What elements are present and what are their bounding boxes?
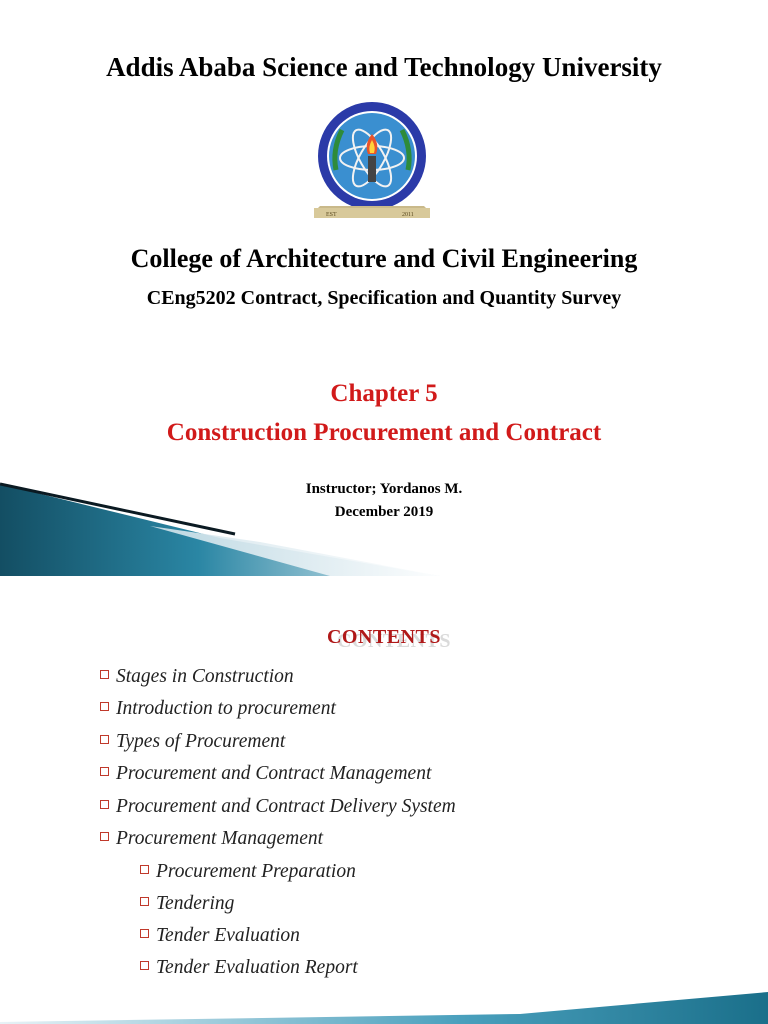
decorative-swoosh [0, 480, 768, 576]
square-bullet-icon [100, 670, 109, 679]
list-item-sub [140, 893, 234, 915]
list-item-label: Tender Evaluation Report [156, 957, 358, 978]
list-item-label: Tendering [156, 893, 235, 914]
list-item-sub [140, 861, 356, 883]
list-item [100, 763, 431, 785]
list-item-label: Procurement Preparation [156, 861, 356, 882]
course-title: CEng5202 Contract, Specification and Quantity Survey [146, 287, 622, 309]
date-line: December 2019 [334, 504, 434, 520]
list-item-label: Procurement and Contract Management [116, 763, 432, 784]
square-bullet-icon [100, 832, 109, 841]
list-item-label: Tender Evaluation [156, 925, 300, 946]
list-item-label: Procurement Management [116, 828, 324, 849]
square-bullet-icon [100, 767, 109, 776]
contents-heading: CONTENTS [326, 626, 442, 648]
square-bullet-icon [100, 800, 109, 809]
list-item-sub [140, 957, 358, 979]
chapter-title: Construction Procurement and Contract [166, 419, 602, 446]
list-item-label: Types of Procurement [116, 731, 286, 752]
slide-separator [0, 576, 768, 588]
seal-est-left: EST [326, 212, 337, 218]
list-item [100, 796, 456, 818]
square-bullet-icon [140, 897, 149, 906]
list-item [100, 731, 285, 753]
square-bullet-icon [100, 702, 109, 711]
list-item-label: Introduction to procurement [116, 698, 336, 719]
university-title: Addis Ababa Science and Technology University [106, 52, 662, 82]
chapter-number: Chapter 5 [330, 380, 438, 407]
decorative-swoosh-bottom [0, 992, 768, 1024]
square-bullet-icon [140, 865, 149, 874]
square-bullet-icon [140, 929, 149, 938]
square-bullet-icon [100, 735, 109, 744]
list-item-sub [140, 925, 300, 947]
university-seal-icon [306, 100, 437, 222]
instructor-line: Instructor; Yordanos M. [305, 481, 463, 497]
list-item-label: Stages in Construction [116, 666, 294, 687]
list-item-label: Procurement and Contract Delivery System [116, 796, 456, 817]
college-title: College of Architecture and Civil Engineering [130, 244, 638, 273]
list-item [100, 828, 323, 850]
contents-slide [0, 588, 768, 1024]
square-bullet-icon [140, 961, 149, 970]
list-item [100, 666, 294, 688]
seal-est-right: 2011 [402, 212, 414, 218]
list-item [100, 698, 336, 720]
